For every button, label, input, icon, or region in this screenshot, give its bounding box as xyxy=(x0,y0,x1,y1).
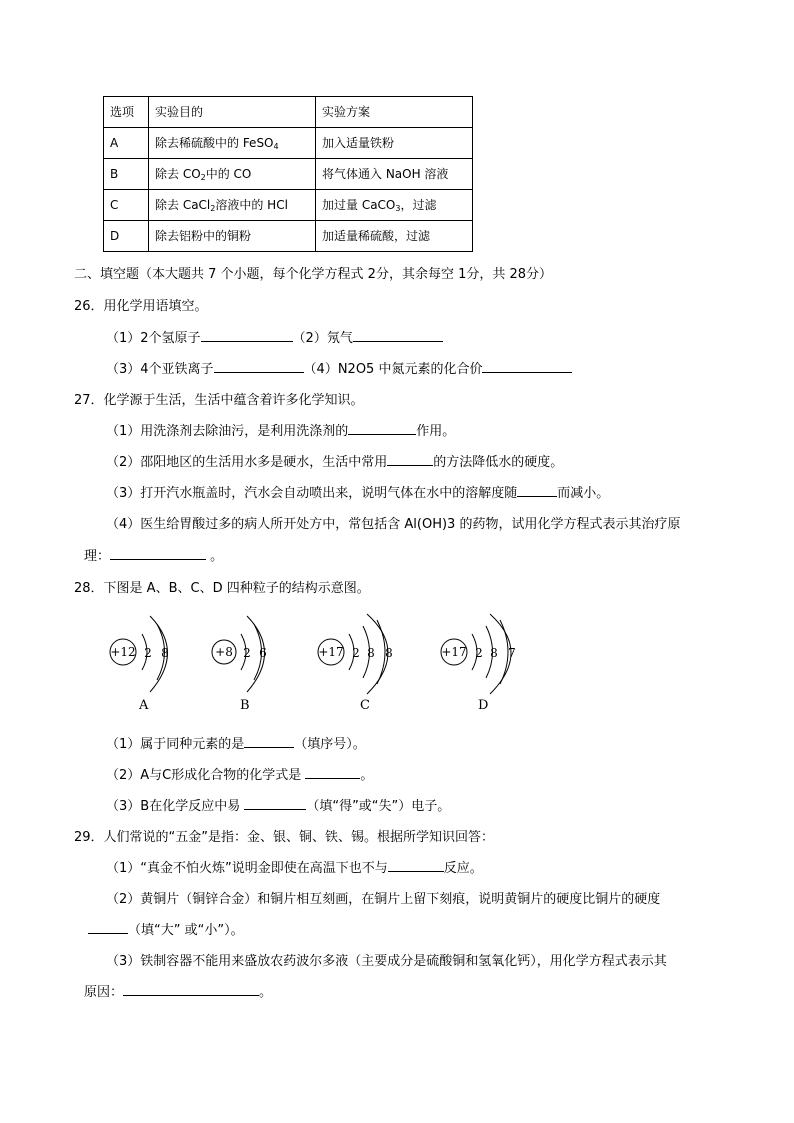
table-row xyxy=(104,159,473,190)
atom-label-c: C xyxy=(360,698,370,713)
table-row xyxy=(104,190,473,221)
question-28-stem: 28．下图是 A、B、C、D 四种粒子的结构示意图。 xyxy=(74,581,370,596)
question-26-stem: 26．用化学用语填空。 xyxy=(74,299,208,314)
nucleus-charge: +8 xyxy=(215,645,233,659)
answer-blank[interactable] xyxy=(348,420,416,435)
nucleus-charge: +17 xyxy=(441,645,467,659)
question-29-stem: 29．人们常说的“五金”是指：金、银、铜、铁、锡。根据所学知识回答： xyxy=(74,830,495,845)
table-header-row xyxy=(104,97,473,128)
options-table xyxy=(103,96,473,252)
table-row xyxy=(104,221,473,252)
plan-cell: 加过量 CaCO$_3$，过滤 xyxy=(316,190,473,221)
atom-label-a: A xyxy=(139,698,149,713)
question-29-line3: （填“大” 或“小”）。 xyxy=(88,919,244,938)
nucleus-charge: +17 xyxy=(318,645,344,659)
question-27-line3: （3）打开汽水瓶盖时，汽水会自动喷出来，说明气体在水中的溶解度随 而减小。 xyxy=(106,482,609,501)
question-26-line1: （1）2个氢原子 （2）氖气 xyxy=(106,327,443,346)
question-27-stem: 27．化学源于生活，生活中蕴含着许多化学知识。 xyxy=(74,393,364,408)
table-row xyxy=(104,128,473,159)
atom-structure-svg xyxy=(206,612,306,696)
answer-blank[interactable] xyxy=(305,764,360,779)
option-cell: A xyxy=(104,128,149,159)
question-27-line2: （2）邵阳地区的生活用水多是硬水，生活中常用 的方法降低水的硬度。 xyxy=(106,451,563,470)
question-28-line3: （3）B在化学反应中易 （填“得”或“失”）电子。 xyxy=(106,795,450,814)
question-27-line4: （4）医生给胃酸过多的病人所开处方中，常包括含 Al(OH)3 的药物，试用化学方程式表示其治疗原 xyxy=(106,517,681,532)
answer-blank[interactable] xyxy=(353,327,443,342)
answer-blank[interactable] xyxy=(214,358,304,373)
shell-electron-count: 8 xyxy=(367,646,375,660)
option-cell: C xyxy=(104,190,149,221)
nucleus-charge: +12 xyxy=(110,645,136,659)
question-29-line2: （2）黄铜片（铜锌合金）和铜片相互刻画，在铜片上留下刻痕，说明黄铜片的硬度比铜片的硬度 xyxy=(106,892,661,907)
option-cell: B xyxy=(104,159,149,190)
answer-blank[interactable] xyxy=(387,451,433,466)
question-28-line1: （1）属于同种元素的是 （填序号）。 xyxy=(106,733,366,752)
table-header-option: 选项 xyxy=(104,97,149,128)
shell-electron-count: 8 xyxy=(490,646,498,660)
answer-blank[interactable] xyxy=(244,795,306,810)
answer-blank[interactable] xyxy=(123,981,259,996)
atom-structure-svg xyxy=(105,612,205,696)
atom-diagram-a xyxy=(105,612,205,696)
atom-structure-svg xyxy=(436,612,536,696)
shell-electron-count: 7 xyxy=(508,646,516,660)
shell-electron-count: 6 xyxy=(259,646,267,660)
shell-electron-count: 2 xyxy=(352,646,360,660)
question-29-line1: （1）“真金不怕火炼”说明金即使在高温下也不与 反应。 xyxy=(106,857,483,876)
atom-structure-svg xyxy=(313,612,413,696)
purpose-cell: 除去稀硫酸中的 FeSO$_4$ xyxy=(149,128,316,159)
atom-diagram-c xyxy=(313,612,413,696)
purpose-cell: 除去铝粉中的铜粉 xyxy=(149,221,316,252)
atom-label-b: B xyxy=(240,698,250,713)
atom-diagram-b xyxy=(206,612,306,696)
question-28-line2: （2）A与C形成化合物的化学式是 。 xyxy=(106,764,373,783)
purpose-cell: 除去 CaCl$_2$溶液中的 HCl xyxy=(149,190,316,221)
answer-blank[interactable] xyxy=(388,857,444,872)
shell-electron-count: 2 xyxy=(475,646,483,660)
answer-blank[interactable] xyxy=(88,919,128,934)
section-heading: 二、填空题（本大题共 7 个小题，每个化学方程式 2分，其余每空 1分，共 28分） xyxy=(74,267,553,282)
answer-blank[interactable] xyxy=(201,327,293,342)
answer-blank[interactable] xyxy=(517,482,557,497)
question-29-line4: （3）铁制容器不能用来盛放农药波尔多液（主要成分是硫酸铜和氢氧化钙），用化学方程式表示其 xyxy=(106,954,667,969)
question-27-line1: （1）用洗涤剂去除油污，是利用洗涤剂的 作用。 xyxy=(106,420,455,439)
table-header-plan: 实验方案 xyxy=(316,97,473,128)
atom-label-d: D xyxy=(478,698,489,713)
plan-cell: 将气体通入 NaOH 溶液 xyxy=(316,159,473,190)
answer-blank[interactable] xyxy=(110,545,206,560)
plan-cell: 加入适量铁粉 xyxy=(316,128,473,159)
shell-electron-count: 2 xyxy=(243,646,251,660)
answer-blank[interactable] xyxy=(482,358,572,373)
answer-blank[interactable] xyxy=(244,733,294,748)
purpose-cell: 除去 $CO_2$中的 CO xyxy=(149,159,316,190)
shell-electron-count: 8 xyxy=(385,646,393,660)
shell-electron-count: 8 xyxy=(161,646,169,660)
shell-electron-count: 2 xyxy=(144,646,152,660)
question-26-line2: （3）4个亚铁离子 （4）N2O5 中氮元素的化合价 xyxy=(106,358,572,377)
question-27-line5: 理： 。 xyxy=(84,545,223,564)
option-cell: D xyxy=(104,221,149,252)
question-29-line5: 原因： 。 xyxy=(84,981,272,1000)
atom-diagram-d xyxy=(436,612,536,696)
plan-cell: 加适量稀硫酸，过滤 xyxy=(316,221,473,252)
table-header-purpose: 实验目的 xyxy=(149,97,316,128)
